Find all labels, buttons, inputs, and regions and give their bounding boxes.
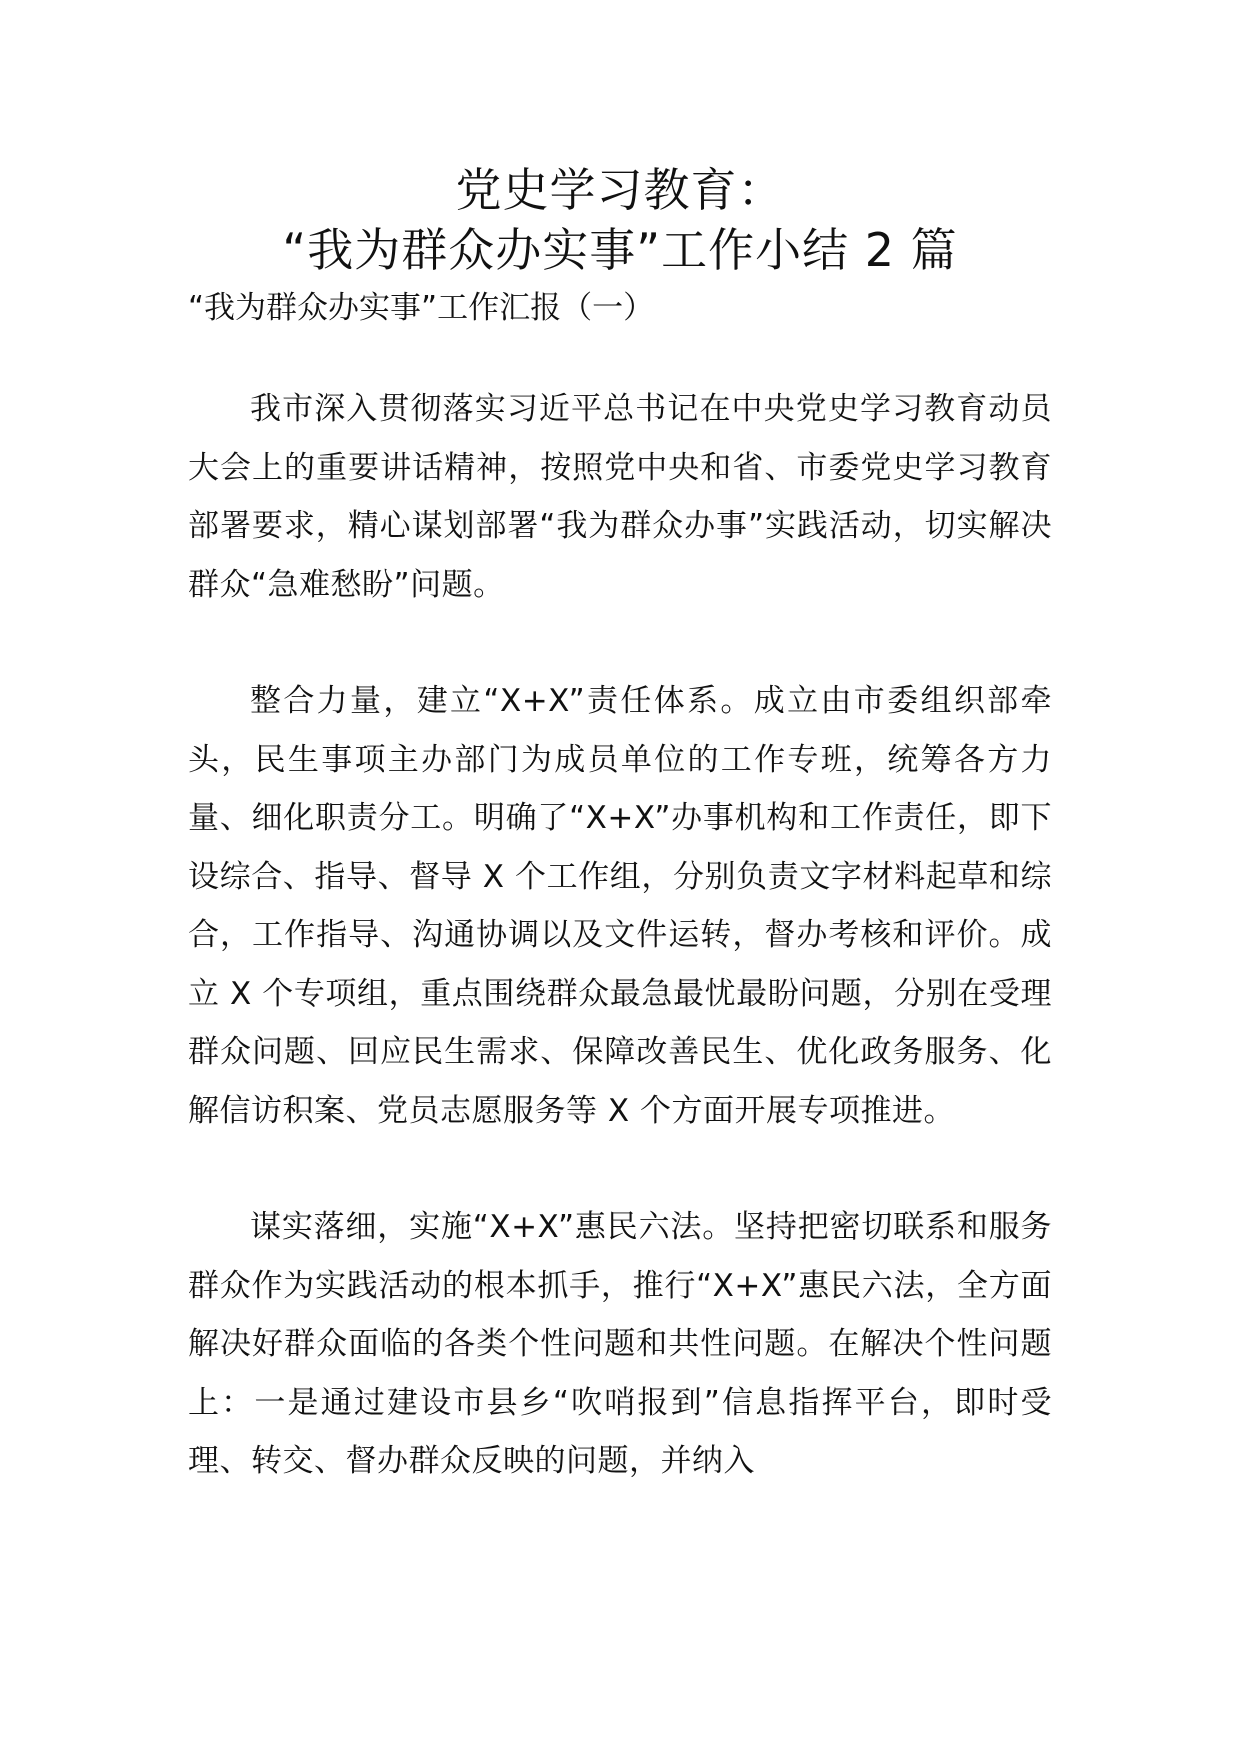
paragraph: 我市深入贯彻落实习近平总书记在中央党史学习教育动员大会上的重要讲话精神，按照党中央和省、市委党史学习教育部署要求，精心谋划部署“我为群众办事”实践活动，切实解决群众“急难愁盼”问题。 — [188, 391, 1052, 603]
title-line-1: 党史学习教育： — [455, 163, 785, 217]
document-title — [188, 0, 1052, 280]
paragraph: 谋实落细，实施“X+X”惠民六法。坚持把密切联系和服务群众作为实践活动的根本抓手，推行“X+X”惠民六法，全方面解决好群众面临的各类个性问题和共性问题。在解决个性问题上：一是通过建设市县乡“吹哨报到”信息指挥平台，即时受理、转交、督办群众反映的问题，并纳入 — [188, 1209, 1052, 1479]
document-body — [188, 380, 1052, 1491]
section-subtitle: “我为群众办实事”工作汇报（一） — [188, 290, 655, 326]
title-line-2: “我为群众办实事”工作小结 2 篇 — [282, 223, 958, 277]
paragraph: 整合力量，建立“X+X”责任体系。成立由市委组织部牵头，民生事项主办部门为成员单位的工作专班，统筹各方力量、细化职责分工。明确了“X+X”办事机构和工作责任，即下设综合、指导、督导 X 个工作组，分别负责文字材料起草和综合，工作指导、沟通协调以及文件运转，督办考核和评价。成立 X 个专项组，重点围绕群众最急最忧最盼问题，分别在受理群众问题、回应民生需求、保障改善民生、优化政务服务、化解信访积案、党员志愿服务等 X 个方面开展专项推进。 — [188, 683, 1052, 1129]
